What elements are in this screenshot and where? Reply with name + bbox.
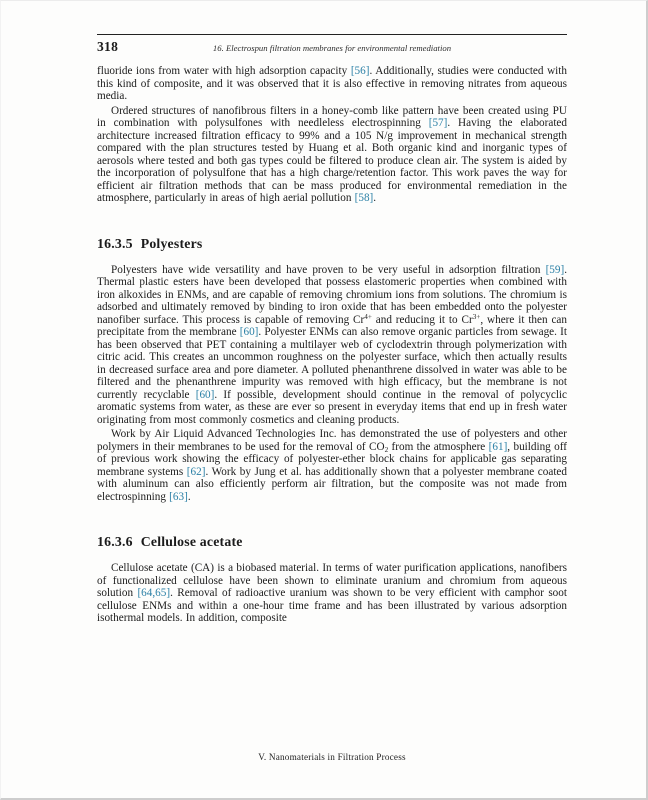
section-number: 16.3.5 — [97, 235, 133, 251]
running-title: 16. Electrospun filtration membranes for environmental remediation — [212, 43, 452, 53]
citation-link[interactable]: [60] — [195, 388, 215, 401]
citation-link[interactable]: [58] — [354, 192, 374, 204]
citation-link[interactable]: [61] — [488, 440, 508, 453]
superscript: 3+ — [472, 312, 481, 321]
text-column — [97, 34, 567, 627]
paragraph: Cellulose acetate (CA) is a biobased material. In terms of water purification applications, nanofibers of functionalized cellulose have been shown to eliminate uranium and chromium from aqueous solution [64,65]. Removal of radioactive uranium was shown to be very efficient with camphor soot cellulose ENMs and within a one-hour time frame and has been illustrated by various adsorption isothermal models. In addition, composite — [97, 562, 567, 624]
subscript: 2 — [384, 445, 389, 454]
page-number: 318 — [97, 39, 119, 54]
citation-link[interactable]: [56] — [350, 65, 370, 77]
section-title: Polyesters — [140, 235, 203, 251]
header-rule — [97, 34, 567, 35]
superscript: 4+ — [364, 312, 372, 321]
page-header — [97, 38, 567, 60]
paragraph: Work by Air Liquid Advanced Technologies Inc. has demonstrated the use of polyesters and other polymers in their membranes to be used for the removal of $CO_2$ from the atmosphere [61], building off of previous work showing the efficacy of polyester-ether block chains for applicable gas separating membrane systems [62]. Work by Jung et al. has additionally shown that a polyester membrane coated with aluminum can also efficiently perform air filtration, but the composite was not made from electrospinning [63]. — [97, 428, 567, 503]
citation-link[interactable]: [62] — [186, 465, 206, 478]
citation-link[interactable]: [59] — [545, 263, 565, 276]
citation-link[interactable]: [57] — [428, 117, 448, 129]
citation-link[interactable]: [63] — [169, 490, 188, 503]
paragraph: Ordered structures of nanofibrous filters in a honey-comb like pattern have been created using PU in combination with polysulfones with needleless electrospinning [57]. Having the elaborated architecture increased filtration efficacy to 99% and a 105 N/g improvement in mechanical strength compared with the plan structures tested by Huang et al. Both organic kind and inorganic types of aerosols where tested and both gas types could be filtered to produce clean air. The system is aided by the incorporation of polysulfone that has a high charge/retention factor. This work paves the way for efficient air filtration methods that can be mass produced for environmental remediation in the atmosphere, particularly in areas of high aerial pollution [58]. — [97, 104, 567, 204]
section-title: Cellulose acetate — [140, 534, 243, 549]
section-heading — [97, 534, 567, 550]
document-body — [97, 65, 567, 625]
section-number: 16.3.6 — [97, 534, 133, 549]
paragraph: Polyesters have wide versatility and have proven to be very useful in adsorption filtration [59]. Thermal plastic esters have been developed that possess elastomeric properties when combined with iron alkoxides in ENMs, and are capable of removing chromium ions from solutions. The chromium is adsorbed and ultimately removed by binding to iron oxide that has been embedded onto the polyester nanofiber surface. This process is capable of removing $Cr^{4+}$ and reducing it to $Cr^{3+}$, where it then can precipitate from the membrane [60]. Polyester ENMs can also remove organic particles from sewage. It has been observed that PET containing a multilayer web of cyclodextrin through polymerization with citric acid. This creates an uncommon roughness on the polyester surface, which then actually results in decreased surface area and pore diameter. A polluted phenanthrene dissolved in water was able to be filtered and the phenanthrene impurity was removed with high efficacy, but the membrane is not currently recyclable [60]. If possible, development should continue in the removal of polycyclic aromatic systems from water, as these are ever so present in everyday items that end up in fresh water originating from most commonly cosmetics and cleaning products. — [97, 263, 567, 426]
citation-link[interactable]: [64,65] — [137, 587, 171, 599]
paragraph: fluoride ions from water with high adsorption capacity [56]. Additionally, studies were conducted with this kind of composite, and it was observed that it is also effective in removing nitrates from aqueous media. — [97, 65, 567, 102]
citation-link[interactable]: [60] — [239, 326, 259, 338]
section-heading — [97, 236, 567, 252]
footer-text: V. Nanomaterials in Filtration Process — [258, 752, 406, 762]
